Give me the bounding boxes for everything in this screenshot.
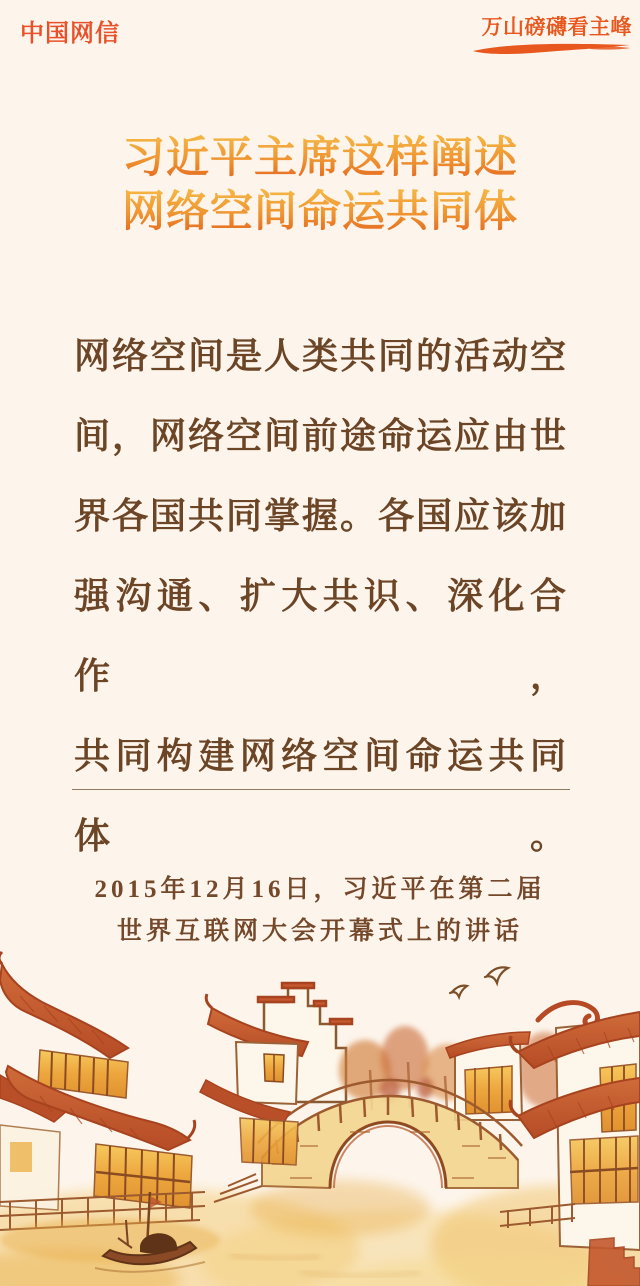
title-line-1: 习近平主席这样阐述 xyxy=(0,132,640,186)
attribution-line-1: 2015年12月16日，习近平在第二届 xyxy=(94,876,546,903)
quote-line: 间，网络空间前途命运应由世 xyxy=(74,416,566,456)
quote-line: 共同构建网络空间命运共同体。 xyxy=(74,736,566,856)
attribution xyxy=(0,869,640,953)
brush-stroke-underline-icon xyxy=(472,42,632,55)
watertown-illustration xyxy=(0,950,640,1286)
divider-line xyxy=(72,789,570,790)
brand-logo: 中国网信 xyxy=(20,20,120,47)
attribution-line-2: 世界互联网大会开幕式上的讲话 xyxy=(116,918,523,945)
quote-line: 网络空间是人类共同的活动空 xyxy=(74,336,566,376)
slogan-text: 万山磅礴看主峰 xyxy=(481,16,632,39)
center-right-house xyxy=(446,1032,530,1120)
quote-line: 强沟通、扩大共识、深化合作， xyxy=(74,576,566,696)
quote-body xyxy=(74,316,566,876)
title-line-2: 网络空间命运共同体 xyxy=(0,186,640,240)
quote-line: 界各国共同掌握。各国应该加 xyxy=(74,496,566,536)
page-title xyxy=(0,132,640,240)
swallow-birds-icon xyxy=(450,967,508,997)
slogan-block xyxy=(457,11,632,55)
